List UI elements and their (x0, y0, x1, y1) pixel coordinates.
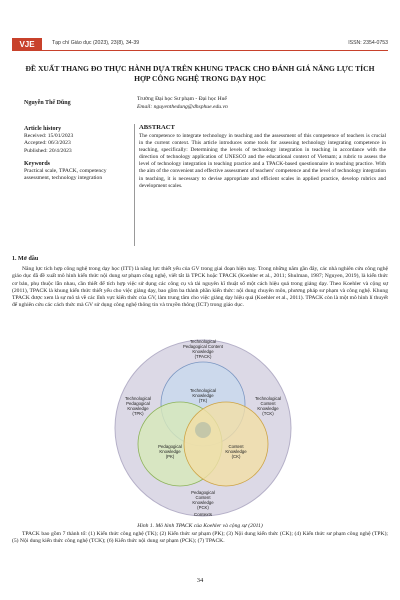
abstract-text: The competence to integrate technology in teaching and the assessment of this competence of teachers is crucial in the current context. This article introduces some tools for assessing technology integrating competence in teaching, specifically: Determining the levels of technology integration in teaching in accordance with the direction of technology application of UNESCO and the educational context of Vietnam; a rubric to assess the level of technology integration in teaching practice and a TPACK-based questionnaire in teaching practice. With the aim of the convenient and effective assessment of teachers' competence and the level of technology integration in teaching, it is necessary to devise appropriate and efficient scales in applied practice, develop rubrics and development scales. (139, 133, 386, 189)
tpack-diagram (108, 330, 298, 520)
tpk-label: Technological Pedagogical Knowledge (TPK) (124, 396, 152, 416)
journal-header (12, 38, 388, 51)
tck-label: Technological Content Knowledge (TCK) (254, 396, 282, 416)
page-number: 34 (196, 577, 204, 584)
intro-paragraph: Năng lực tích hợp công nghệ trong dạy học (ITT) là năng lực thiết yếu của GV trong giai đoạn hiện nay. Trong những năm gần đây, các nhà nghiên cứu công nghệ giáo dục đã đề xuất mô hình kiến thức nội dung sư phạm công nghệ, viết tắt là TPCK hoặc TPACK (Koehler et al., 2011; Shulman, 1987; Nguyen, 2019), là kiến thức cơ bản, phụ thuộc lẫn nhau, cần thiết để tích hợp việc sử dụng các công cụ và tài nguyên kĩ thuật số một cách hiệu quả trong giảng dạy. Theo Koehler và cộng sự (2011), TPACK là khung kiến thức thiết yếu cho việc giảng dạy, bao gồm ba thành phần kiến thức: nội dung chuyên môn, phương pháp sư phạm và công nghệ. Khung TPACK được xem là sự mô tả về các lĩnh vực kiến thức của GV, làm trung tâm cho việc giảng dạy hiệu quả (Koehler et al., 2011). TPACK còn là một mô hình lí thuyết để nghiên cứu các cách thức mà GV sử dụng công nghệ thông tin và truyền thông (ICT) trong giáo dục. (12, 266, 388, 309)
article-history-heading: Article history (24, 126, 62, 132)
pck-label: Pedagogical Content Knowledge (PCK) (191, 490, 215, 510)
journal-reference: Tạp chí Giáo dục (2023), 23(8), 34-39 (52, 40, 140, 46)
abstract (134, 124, 386, 246)
tpack-components-paragraph: TPACK bao gồm 7 thành tố: (1) Kiến thức công nghệ (TK); (2) Kiến thức sư phạm (PK); (3) Nội dung kiến thức (CK); (4) Kiến thức sư phạm công nghệ (TPK); (5) Nội dung kiến thức công nghệ (TCK); (6) Kiến thức nội dung sư phạm (PCK); (7) TPACK. (12, 531, 388, 545)
journal-logo-badge: VJE (12, 38, 42, 51)
tpack-label: Technological Pedagogical Content Knowledge (TPACK) (183, 339, 223, 359)
accepted-date: Accepted: 06/3/2023 (24, 140, 71, 147)
tpack-center (195, 422, 211, 438)
contexts-label: Contexts (193, 512, 213, 517)
author-email: Email: nguyenthedung@dhsphue.edu.vn (137, 103, 228, 110)
paper-title: ĐỀ XUẤT THANG ĐO THỰC HÀNH DỰA TRÊN KHUNG TPACK CHO ĐÁNH GIÁ NĂNG LỰC TÍCH HỢP CÔNG NGHỆ TRONG DẠY HỌC (25, 64, 375, 83)
pk-label: Pedagogical Knowledge (PK) (158, 444, 182, 459)
tk-label: Technological Knowledge (TK) (189, 388, 217, 403)
ck-circle (184, 402, 268, 486)
issn: ISSN: 2354-0753 (348, 40, 388, 46)
institution: Trường Đại học Sư phạm - Đại học Huế (137, 96, 227, 102)
figure-caption: Hình 1. Mô hình TPACK của Koehler và cộng sự (2011) (137, 523, 263, 529)
header-divider (42, 50, 388, 51)
section-heading: 1. Mở đầu (12, 256, 39, 262)
received-date: Received: 15/01/2023 (24, 133, 74, 140)
keywords-heading: Keywords (24, 160, 50, 167)
article-info (24, 126, 129, 182)
author-name: Nguyễn Thế Dũng (24, 100, 71, 106)
keywords-text: Practical scale, TPACK, competency assessment, technology integration (24, 168, 107, 182)
author-affiliation (137, 96, 228, 111)
ck-label: Content Knowledge (CK) (225, 444, 247, 459)
published-date: Published: 20/4/2023 (24, 147, 72, 154)
abstract-heading: ABSTRACT (139, 124, 175, 131)
